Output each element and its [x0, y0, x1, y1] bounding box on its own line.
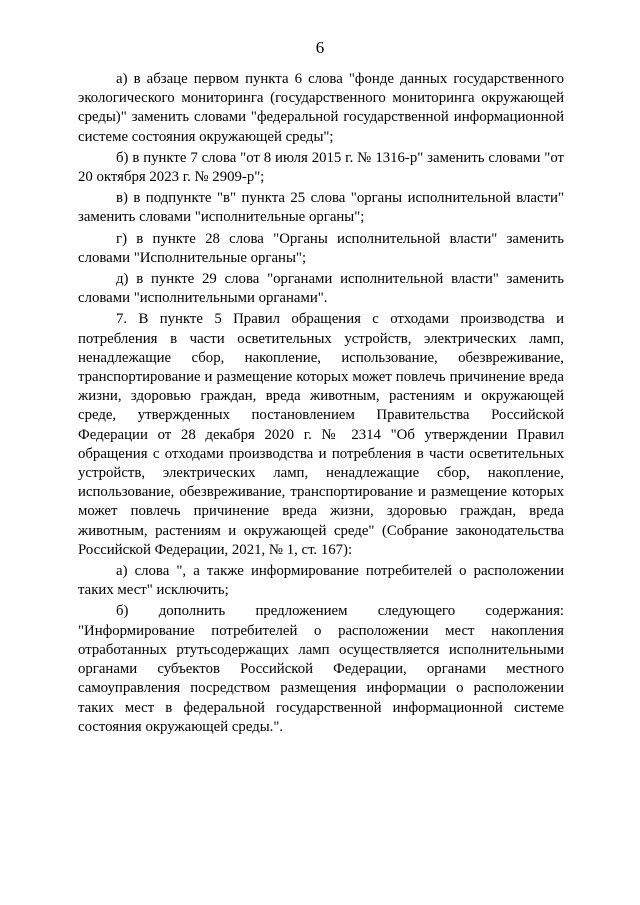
paragraph-item-7-b: б) дополнить предложением следующего содержания: "Информирование потребителей о расположении мест накопления отработанных ртутьсодержащих ламп осуществляется исполнительными органами субъектов Российской Федерации, органами местного самоуправления посредством размещения информации о расположении таких мест в федеральной государственной информационной системе состояния окружающей среды.".	[78, 603, 564, 735]
paragraph-item-7: 7. В пункте 5 Правил обращения с отходами производства и потребления в части осветительных устройств, электрических ламп, ненадлежащие сбор, накопление, использование, обезвреживание, транспортирование и размещение которых может повлечь причинение вреда жизни, здоровью граждан, вреда животным, растениям и окружающей среде, утвержденных постановлением Правительства Российской Федерации от 28 декабря 2020 г. № 2314 "Об утверждении Правил обращения с отходами производства и потребления в части осветительных устройств, электрических ламп, ненадлежащие сбор, накопление, использование, обезвреживание, транспортирование и размещение которых может повлечь причинение вреда жизни, здоровью граждан, вреда животным, растениям и окружающей среде" (Собрание законодательства Российской Федерации, 2021, № 1, ст. 167):	[78, 311, 564, 558]
page-number: 6	[315, 38, 325, 57]
paragraph-item-7-a: а) слова ", а также информирование потребителей о расположении таких мест" исключить;	[78, 563, 564, 599]
paragraph-amendment-b: б) в пункте 7 слова "от 8 июля 2015 г. № 1316-р" заменить словами "от 20 октября 2023 г. № 2909-р";	[78, 149, 564, 186]
paragraph-amendment-d: д) в пункте 29 слова "органами исполнительной власти" заменить словами "исполнительными органами".	[78, 271, 564, 307]
paragraph-amendment-a: а) в абзаце первом пункта 6 слова "фонде данных государственного экологического мониторинга (государственного мониторинга окружающей среды)" заменить словами "федеральной государственной информационной системе состояния окружающей среды";	[78, 71, 564, 145]
paragraph-amendment-g: г) в пункте 28 слова "Органы исполнительной власти" заменить словами "Исполнительные органы";	[78, 230, 564, 266]
document-body	[78, 70, 564, 739]
paragraph-amendment-v: в) в подпункте "в" пункта 25 слова "органы исполнительной власти" заменить словами "исполнительные органы";	[78, 190, 564, 226]
